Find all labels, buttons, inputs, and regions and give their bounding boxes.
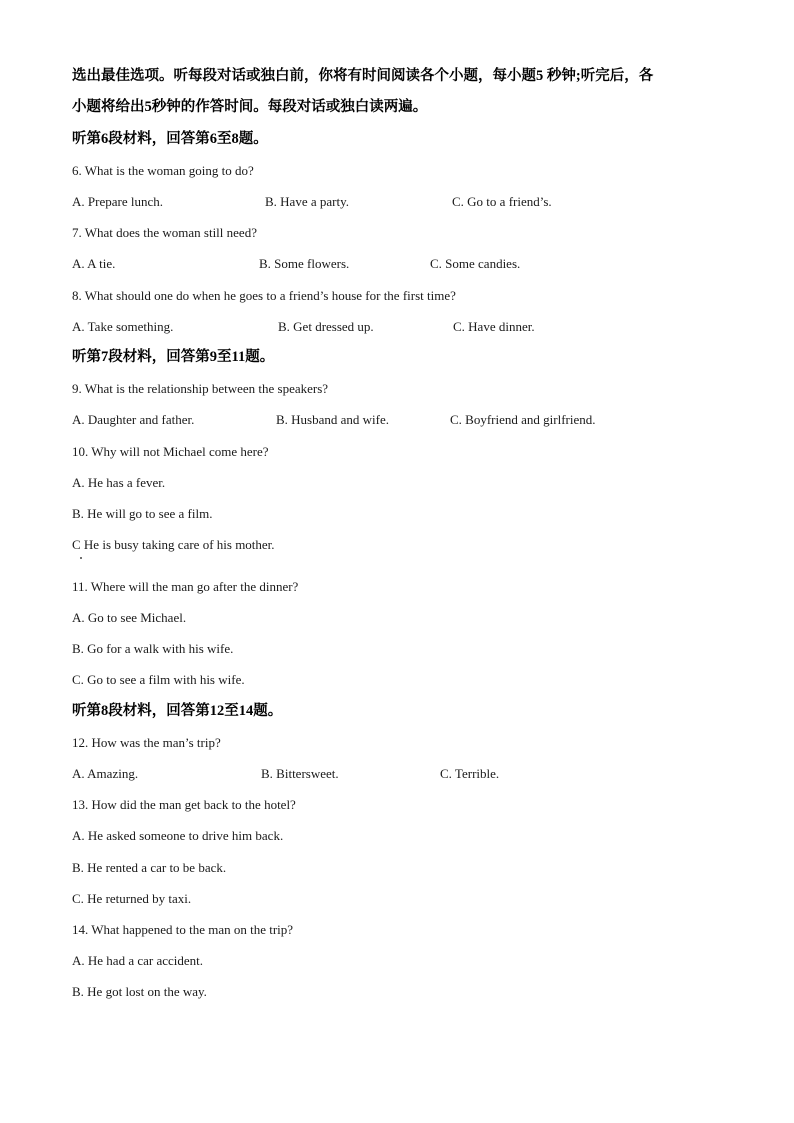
question-13-option-a: A. He asked someone to drive him back. [72,828,284,843]
question-10-stem: 10. Why will not Michael come here? [72,444,269,459]
question-9-option-c: C. Boyfriend and girlfriend. [450,412,596,427]
question-11-option-b: B. Go for a walk with his wife. [72,641,234,656]
question-8-option-a: A. Take something. [72,319,174,334]
question-13-stem: 13. How did the man get back to the hotel? [72,797,296,812]
question-10-option-c: C He is busy taking care of his mother. [72,537,275,552]
question-9-option-a: A. Daughter and father. [72,412,195,427]
question-7-option-b: B. Some flowers. [259,256,350,271]
question-6-option-b: B. Have a party. [265,194,349,209]
question-7-stem: 7. What does the woman still need? [72,225,257,240]
stray-dot-mark [80,557,82,559]
question-12-stem: 12. How was the man’s trip? [72,735,221,750]
question-11-stem: 11. Where will the man go after the dinner? [72,579,299,594]
question-6-option-a: A. Prepare lunch. [72,194,163,209]
question-10-option-a: A. He has a fever. [72,475,166,490]
question-6-option-c: C. Go to a friend’s. [452,194,552,209]
instructions-line-2: 小题将给出5秒钟的作答时间。每段对话或独白读两遍。 [72,99,428,115]
question-10-option-b: B. He will go to see a film. [72,506,213,521]
instructions-line-1: 选出最佳选项。听每段对话或独白前，你将有时间阅读各个小题，每小题5 秒钟;听完后，各 [72,68,654,84]
question-12-option-c: C. Terrible. [440,766,500,781]
question-14-option-a: A. He had a car accident. [72,953,204,968]
question-14-option-b: B. He got lost on the way. [72,984,207,999]
question-11-option-a: A. Go to see Michael. [72,610,187,625]
question-12-option-a: A. Amazing. [72,766,139,781]
question-12-option-b: B. Bittersweet. [261,766,339,781]
section-heading-8: 听第8段材料，回答第12至14题。 [72,703,283,719]
question-13-option-b: B. He rented a car to be back. [72,860,227,875]
question-11-option-c: C. Go to see a film with his wife. [72,672,245,687]
question-8-option-b: B. Get dressed up. [278,319,374,334]
question-14-stem: 14. What happened to the man on the trip? [72,922,294,937]
question-8-option-c: C. Have dinner. [453,319,535,334]
question-9-option-b: B. Husband and wife. [276,412,390,427]
question-8-stem: 8. What should one do when he goes to a friend’s house for the first time? [72,288,456,303]
section-heading-6: 听第6段材料，回答第6至8题。 [72,131,268,147]
question-7-option-a: A. A tie. [72,256,116,271]
question-13-option-c: C. He returned by taxi. [72,891,192,906]
question-6-stem: 6. What is the woman going to do? [72,163,254,178]
question-9-stem: 9. What is the relationship between the speakers? [72,381,329,396]
question-7-option-c: C. Some candies. [430,256,521,271]
section-heading-7: 听第7段材料，回答第9至11题。 [72,349,275,365]
